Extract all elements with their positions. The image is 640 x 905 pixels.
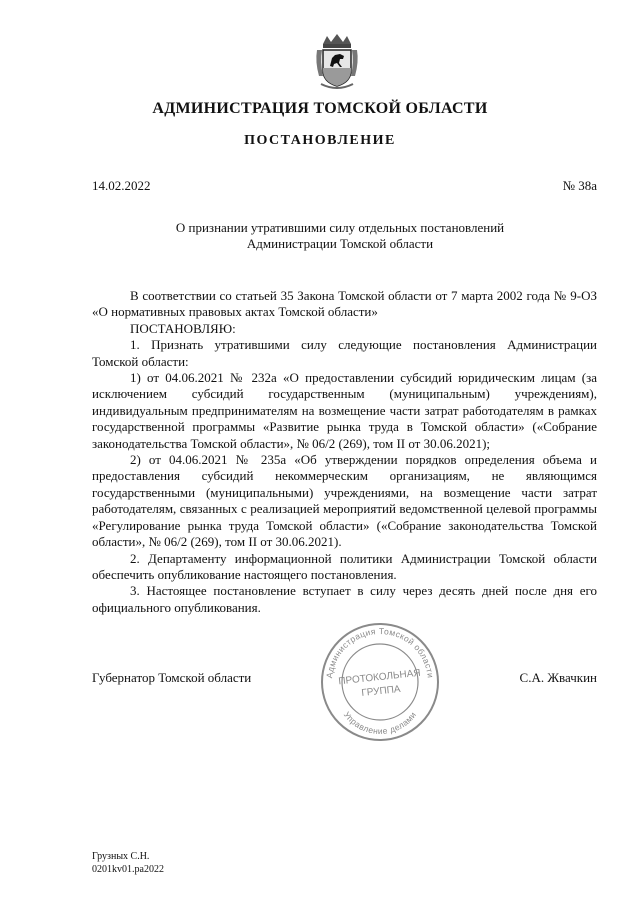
body-paragraph: 2. Департаменту информационной политики Администрации Томской области обеспечить опубликование настоящего постановления. (92, 550, 597, 582)
stamp-outer-top-text: Администрация Томской области (324, 625, 436, 679)
document-subject (110, 220, 570, 252)
official-stamp (318, 620, 442, 744)
stamp-outer-bottom-text: Управление делами (341, 709, 419, 737)
stamp-inner-line2: ГРУППА (360, 683, 402, 699)
body-paragraph: В соответствии со статьей 35 Закона Томской области от 7 марта 2002 года № 9-ОЗ «О нормативных правовых актах Томской области» (92, 288, 597, 320)
signatory-name: С.А. Жвачкин (519, 670, 597, 685)
executor-footer (92, 850, 164, 876)
signatory-position: Губернатор Томской области (92, 670, 252, 685)
body-paragraph: 2) от 04.06.2021 № 235а «Об утверждении порядков определения объема и предоставления субсидий некоммерческим организациям, не являющимся государственными (муниципальными) учреждениями, на возмещение части затрат работодателям, связанных с реализацией мероприятий ведомственной целевой программы «Регулирование рынка труда Томской области» («Собрание законодательства Томской области», № 06/2 (269), том II от 30.06.2021). (92, 452, 597, 550)
subject-line: О признании утратившими силу отдельных постановлений (175, 220, 505, 235)
subject-line: Администрации Томской области (246, 236, 434, 251)
svg-text:Управление делами (342, 710, 419, 736)
stamp-inner-line1: ПРОТОКОЛЬНАЯ (337, 667, 422, 688)
body-paragraph: 3. Настоящее постановление вступает в силу через десять дней после дня его официального опубликования. (92, 583, 597, 615)
file-code: 0201kv01.pa2022 (92, 864, 164, 875)
body-paragraph: 1) от 04.06.2021 № 232а «О предоставлении субсидий юридическим лицам (за исключением субсидий государственным (муниципальным) учреждениям), индивидуальным предпринимателям на возмещение части затрат работодателям в рамках государственной программы «Развитие рынка труда в Томской области» («Собрание законодательства Томской области», № 06/2 (269), том II от 30.06.2021); (92, 370, 597, 451)
body-paragraph: 1. Признать утратившими силу следующие постановления Администрации Томской области: (92, 337, 597, 369)
body-paragraph-decree: ПОСТАНОВЛЯЮ: (130, 320, 236, 336)
organization-title: АДМИНИСТРАЦИЯ ТОМСКОЙ ОБЛАСТИ (152, 100, 488, 117)
tomsk-oblast-coat-of-arms-icon (313, 32, 361, 90)
document-date: 14.02.2022 (92, 178, 151, 193)
document-type: ПОСТАНОВЛЕНИЕ (244, 133, 396, 148)
document-body (92, 288, 597, 616)
document-number: № 38а (562, 178, 597, 193)
executor-name: Грузных С.Н. (92, 851, 150, 862)
